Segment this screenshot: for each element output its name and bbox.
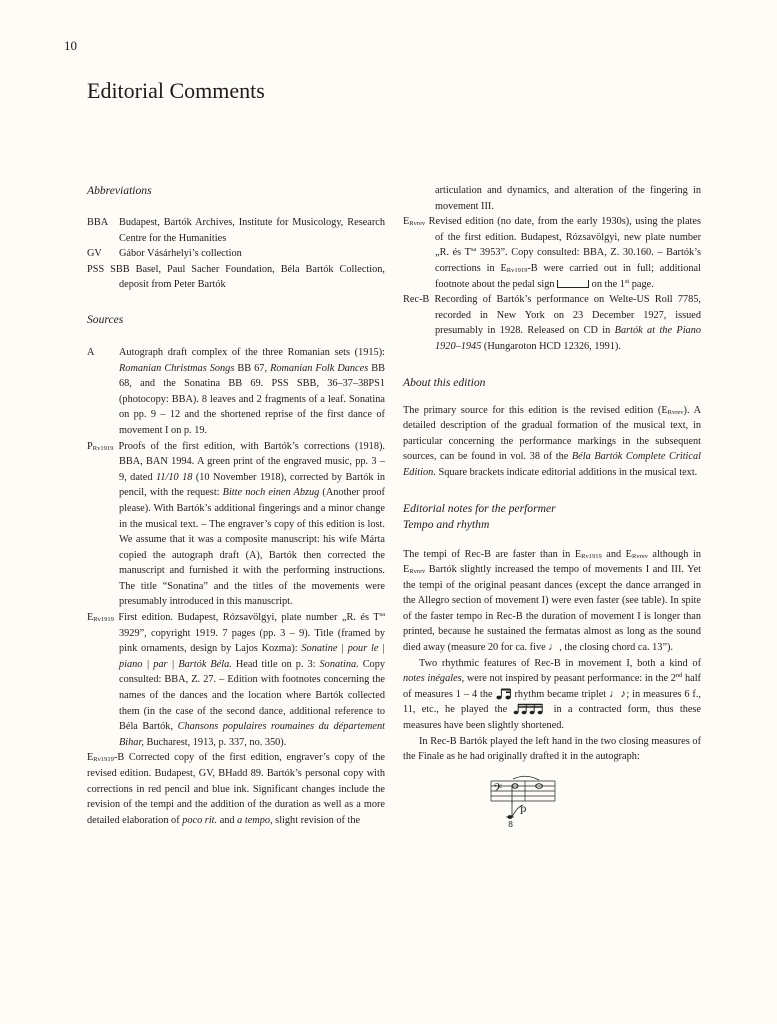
music-example bbox=[489, 773, 559, 829]
continued-text: articulation and dynamics, and alteration of the fingering in movement III. bbox=[435, 185, 701, 212]
abbreviations-heading: Abbreviations bbox=[87, 184, 152, 197]
page-title: Editorial Comments bbox=[87, 78, 265, 103]
rhythm-paragraph: Two rhythmic features of Rec-B in movement I, both a kind of notes inégales, were not inspired by peasant performance: in the 2nd half of measures 1 – 4 the rhythm became triplet ♩♪; in measures 6 f., 11, etc., he played the in a contracted form, thus these measures have been slightly shortened. bbox=[403, 657, 702, 732]
source-entry-p: $P_{Rv1919}$ Proofs of the first edition, with Bartók’s corrections (1918). BBA, BAN 1994. A green print of the engraved music, pp. 3 – 9, dated 11/10 18 (10 November 1918), corrected by Bartók in pencil, with the request: Bitte noch einen Abzug (Another proof please). With Bartók’s additional fingerings and a minor change in the musical text. – The engraver’s copy of this edition is lost. We assume that it was a composite manuscript: his wife Márta copied the autograph draft (A), Bartók then corrected the manuscript and furnished it with the performing instructions. The title “Sonatina” and the titles of the movements were presumably introduced in this manuscript. bbox=[87, 440, 386, 608]
source-key: $E_{Rv1919}-B$ bbox=[87, 752, 125, 764]
right-column bbox=[403, 183, 701, 834]
source-key: A bbox=[87, 346, 95, 358]
abbrev-entry bbox=[87, 215, 385, 246]
source-key: $E_{Rvrev}$ bbox=[403, 216, 426, 228]
about-edition-heading: About this edition bbox=[403, 375, 486, 389]
sources-heading: Sources bbox=[87, 312, 124, 326]
source-key: Rec-B bbox=[403, 294, 430, 306]
abbrev-entry bbox=[87, 262, 385, 293]
svg-text:8: 8 bbox=[508, 819, 514, 829]
tempo-rhythm-heading: Tempo and rhythm bbox=[403, 517, 490, 531]
source-entry-eb: $E_{Rv1919}-B$ Corrected copy of the first edition, engraver’s copy of the revised edition. Budapest, GV, BHadd 89. Bartók’s personal copy with corrections in red pencil and blue ink. Significant changes include the revision of the tempi and the addition of the duration as well as a more detailed elaboration of poco rit. and a tempo, slight revision of the bbox=[87, 752, 385, 826]
source-entry-a bbox=[87, 345, 385, 439]
abbrev-entry bbox=[87, 246, 385, 262]
source-text: Autograph draft complex of the three Romanian sets (1915): Romanian Christmas Songs BB 67, Romanian Folk Dances BB 68, and the Sonatina BB 69. PSS SBB, 36–37–38PS1 (photocopy: BBA). 8 leaves and 2 fragments of a leaf. Sonatina on pp. 9 – 12 and the shortened reprise of the first dance of movement I on p. 19. bbox=[119, 346, 385, 436]
source-key: $P_{Rv1919}$ bbox=[87, 440, 114, 452]
abbrev-key: GV bbox=[87, 248, 102, 260]
editorial-notes-heading: Editorial notes for the performer bbox=[403, 501, 556, 515]
source-entry-recb: Rec-B Recording of Bartók’s performance on Welte-US Roll 7785, recorded in New York on 23 December 1927, issued presumably in 1928. Released on CD in Bartók at the Piano 1920–1945 (Hungaroton HCD 12326, 1991). bbox=[403, 294, 702, 352]
bass-clef-icon: 𝄢 bbox=[493, 781, 503, 798]
about-edition-text: The primary source for this edition is the revised edition $(E_{Rvrev})$. A detailed description of the gradual formation of the musical text, in particular concerning the performance markings in the subsequent sources, can be found in vol. 38 of the Béla Bartók Complete Critical Edition. Square brackets indicate editorial additions in the musical text. bbox=[403, 404, 702, 478]
finale-paragraph: In Rec-B Bartók played the left hand in the two closing measures of the Finale as he had originally drafted it in the autograph: bbox=[403, 735, 701, 763]
page-number: 10 bbox=[64, 38, 77, 53]
svg-text:p: p bbox=[520, 803, 527, 815]
source-entry-e: $E_{Rv1919}$ First edition. Budapest, Rózsavölgyi, plate number „R. és $T^{sa}$ 3929”, copyright 1919. 7 pages (pp. 3 – 9). Title (framed by pink ornaments, design by Lajos Kozma): Sonatine | pour le | piano | par | Bartók Béla. Head title on p. 3: Sonatina. Copy consulted: BBA, Z. 27. – Edition with footnotes concerning the names of the dances and the location where Bartók collected them (in the case of the second dance, additional reference to Béla Bartók, Chansons populaires roumaines du département Bihar, Bucharest, 1913, p. 337, no. 350). bbox=[87, 611, 386, 748]
pedal-sign-icon bbox=[557, 280, 589, 288]
source-entry-erev: $E_{Rvrev}$ Revised edition (no date, from the early 1930s), using the plates of the first edition. Budapest, Rózsavölgyi, new plate number „R. és $T^{sa}$ 3953”. Copy consulted: BBA, Z. 30.160. – Bartók’s corrections in $E_{Rv1919}-B$ were carried out in full; additional footnote about the pedal sign on the 1st page. bbox=[403, 216, 701, 290]
triplet-notes-icon: ♩♪ bbox=[609, 687, 627, 700]
abbrev-text: Basel, Paul Sacher Foundation, Béla Bartók Collection, deposit from Peter Bartók bbox=[119, 263, 385, 291]
quarter-note-icon: ♩ bbox=[548, 641, 560, 654]
sixteenth-notes-icon bbox=[513, 703, 547, 715]
source-key: $E_{Rv1919}$ bbox=[87, 612, 114, 624]
dotted-rhythm-icon bbox=[496, 688, 512, 700]
abbrev-key: PSS SBB bbox=[87, 263, 130, 275]
abbrev-text: Gábor Vásárhelyi’s collection bbox=[119, 248, 242, 260]
left-column bbox=[87, 183, 385, 828]
abbrev-key: BBA bbox=[87, 217, 109, 228]
tempo-paragraph: The tempi of Rec-B are faster than in $E_{Rv1919}$ and $E_{Rvrev}$ although in $E_{Rvrev}$ Bartók slightly increased the tempo of movements I and III. Yet the tempi of the original peasant dances (except the dance arranged in the Allegro section of movement I) were even faster (see table). In spite of the faster tempo in Rec-B the duration of movement I is longer than printed, because he sustained the fermatas almost as long as the sound died away (measure 20 for ca. five ♩, the closing chord ca. 13”). bbox=[403, 548, 701, 654]
abbrev-text: Budapest, Bartók Archives, Institute for Musicology, Research Centre for the Humanities bbox=[119, 217, 385, 244]
